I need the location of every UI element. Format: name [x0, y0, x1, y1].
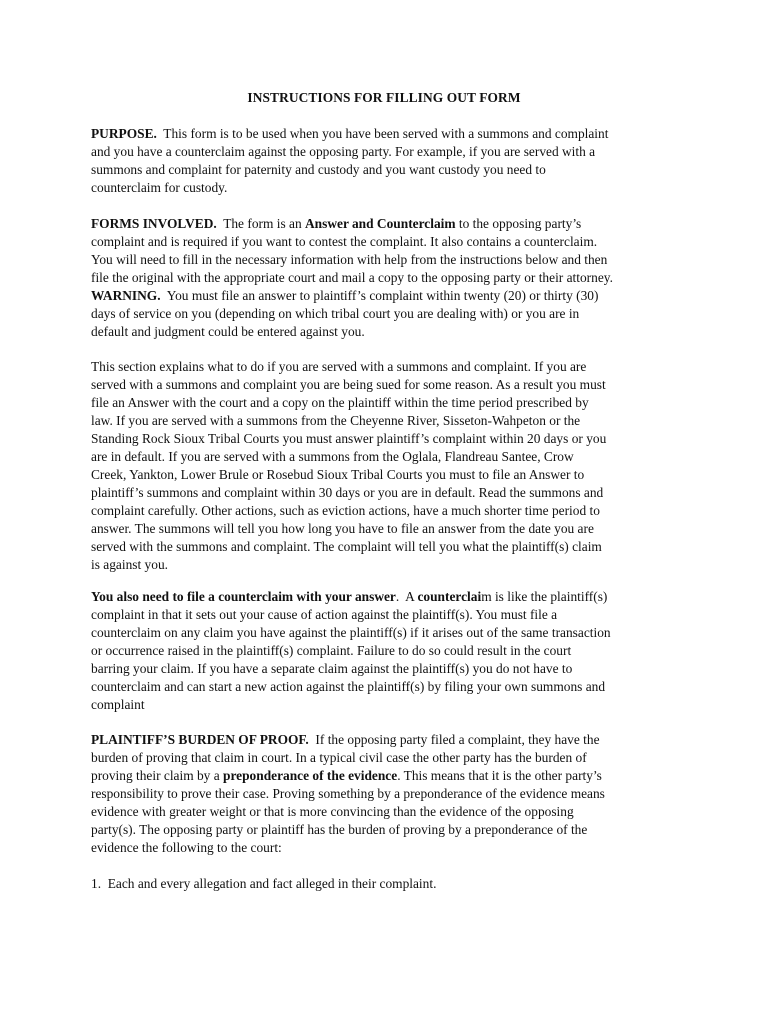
counterclaim-line-1: You also need to file a counterclaim with your answer. A counterclaim is like the plaintiff(s)	[91, 589, 608, 604]
burden-of-proof-paragraph	[91, 731, 691, 857]
section-line: answer. The summons will tell you how long you have to file an answer from the date you are	[91, 521, 594, 536]
counterclaim-lead: You also need to file a counterclaim with your answer	[91, 589, 396, 604]
section-line: Standing Rock Sioux Tribal Courts you must answer plaintiff’s complaint within 20 days or you	[91, 431, 607, 446]
burden-line: party(s). The opposing party or plaintiff has the burden of proving by a preponderance of the	[91, 822, 588, 837]
burden-line: responsibility to prove their case. Proving something by a preponderance of the evidence means	[91, 786, 605, 801]
purpose-line-1: PURPOSE. This form is to be used when you have been served with a summons and complaint	[91, 126, 609, 141]
forms-label: FORMS INVOLVED.	[91, 216, 217, 231]
warning-line: default and judgment could be entered against you.	[91, 324, 365, 339]
section-line: file an Answer with the court and a copy on the plaintiff within the time period prescribed by	[91, 395, 589, 410]
section-line: plaintiff’s summons and complaint within 30 days or you are in default. Read the summons and	[91, 485, 604, 500]
section-line: served with the summons and complaint. The complaint will tell you what the plaintiff(s) claim	[91, 539, 602, 554]
purpose-line: and you have a counterclaim against the opposing party. For example, if you are served with a	[91, 144, 596, 159]
counterclaim-line: barring your claim. If you have a separate claim against the plaintiff(s) you do not have to	[91, 661, 573, 676]
forms-line: file the original with the appropriate court and mail a copy to the opposing party or their attorney.	[91, 270, 613, 285]
summons-explanation-paragraph	[91, 358, 691, 574]
counterclaim-line: counterclaim and can start a new action against the plaintiff(s) by filing your own summons and	[91, 679, 606, 694]
burden-line-3: proving their claim by a preponderance of the evidence. This means that it is the other party’s	[91, 768, 602, 783]
burden-line: evidence with greater weight or that is more convincing than the evidence of the opposing	[91, 804, 574, 819]
purpose-line: summons and complaint for paternity and custody and you want custody you need to	[91, 162, 546, 177]
answer-counterclaim-term: Answer and Counterclaim	[305, 216, 456, 231]
forms-line-1: FORMS INVOLVED. The form is an Answer and Counterclaim to the opposing party’s	[91, 216, 582, 231]
counterclaim-line: complaint in that it sets out your cause of action against the plaintiff(s). You must file a	[91, 607, 558, 622]
purpose-paragraph	[91, 125, 691, 197]
warning-line: days of service on you (depending on which tribal court you are dealing with) or you are in	[91, 306, 580, 321]
list-item	[91, 875, 691, 893]
burden-line: evidence the following to the court:	[91, 840, 282, 855]
forms-line: You will need to fill in the necessary information with help from the instructions below and then	[91, 252, 608, 267]
purpose-line: counterclaim for custody.	[91, 180, 228, 195]
section-line: are in default. If you are served with a summons from the Oglala, Flandreau Santee, Crow	[91, 449, 574, 464]
forms-involved-paragraph	[91, 215, 691, 341]
section-line: law. If you are served with a summons from the Cheyenne River, Sisseton-Wahpeton or the	[91, 413, 581, 428]
warning-label: WARNING.	[91, 288, 161, 303]
section-line: served with a summons and complaint you are being sued for some reason. As a result you must	[91, 377, 606, 392]
burden-line-1: PLAINTIFF’S BURDEN OF PROOF. If the opposing party filed a complaint, they have the	[91, 732, 600, 747]
warning-line-1: WARNING. You must file an answer to plaintiff’s complaint within twenty (20) or thirty (30)	[91, 288, 599, 303]
forms-line: complaint and is required if you want to contest the complaint. It also contains a counterclaim.	[91, 234, 598, 249]
page-title: INSTRUCTIONS FOR FILLING OUT FORM	[247, 90, 521, 105]
list-item-1: 1. Each and every allegation and fact alleged in their complaint.	[91, 876, 437, 891]
counterclaim-term: counterclai	[417, 589, 482, 604]
section-line: complaint carefully. Other actions, such as eviction actions, have a much shorter time period to	[91, 503, 600, 518]
counterclaim-paragraph	[91, 588, 691, 714]
section-line: is against you.	[91, 557, 168, 572]
counterclaim-line: counterclaim on any claim you have against the plaintiff(s) if it arises out of the same transaction	[91, 625, 611, 640]
burden-label: PLAINTIFF’S BURDEN OF PROOF.	[91, 732, 309, 747]
purpose-label: PURPOSE.	[91, 126, 157, 141]
counterclaim-line: complaint	[91, 697, 145, 712]
counterclaim-line: or occurrence raised in the plaintiff(s) complaint. Failure to do so could result in the court	[91, 643, 572, 658]
burden-line: burden of proving that claim in court. In a typical civil case the other party has the burden of	[91, 750, 587, 765]
section-line: Creek, Yankton, Lower Brule or Rosebud Sioux Tribal Courts you must to file an Answer to	[91, 467, 585, 482]
section-line: This section explains what to do if you are served with a summons and complaint. If you are	[91, 359, 587, 374]
preponderance-term: preponderance of the evidence	[223, 768, 398, 783]
